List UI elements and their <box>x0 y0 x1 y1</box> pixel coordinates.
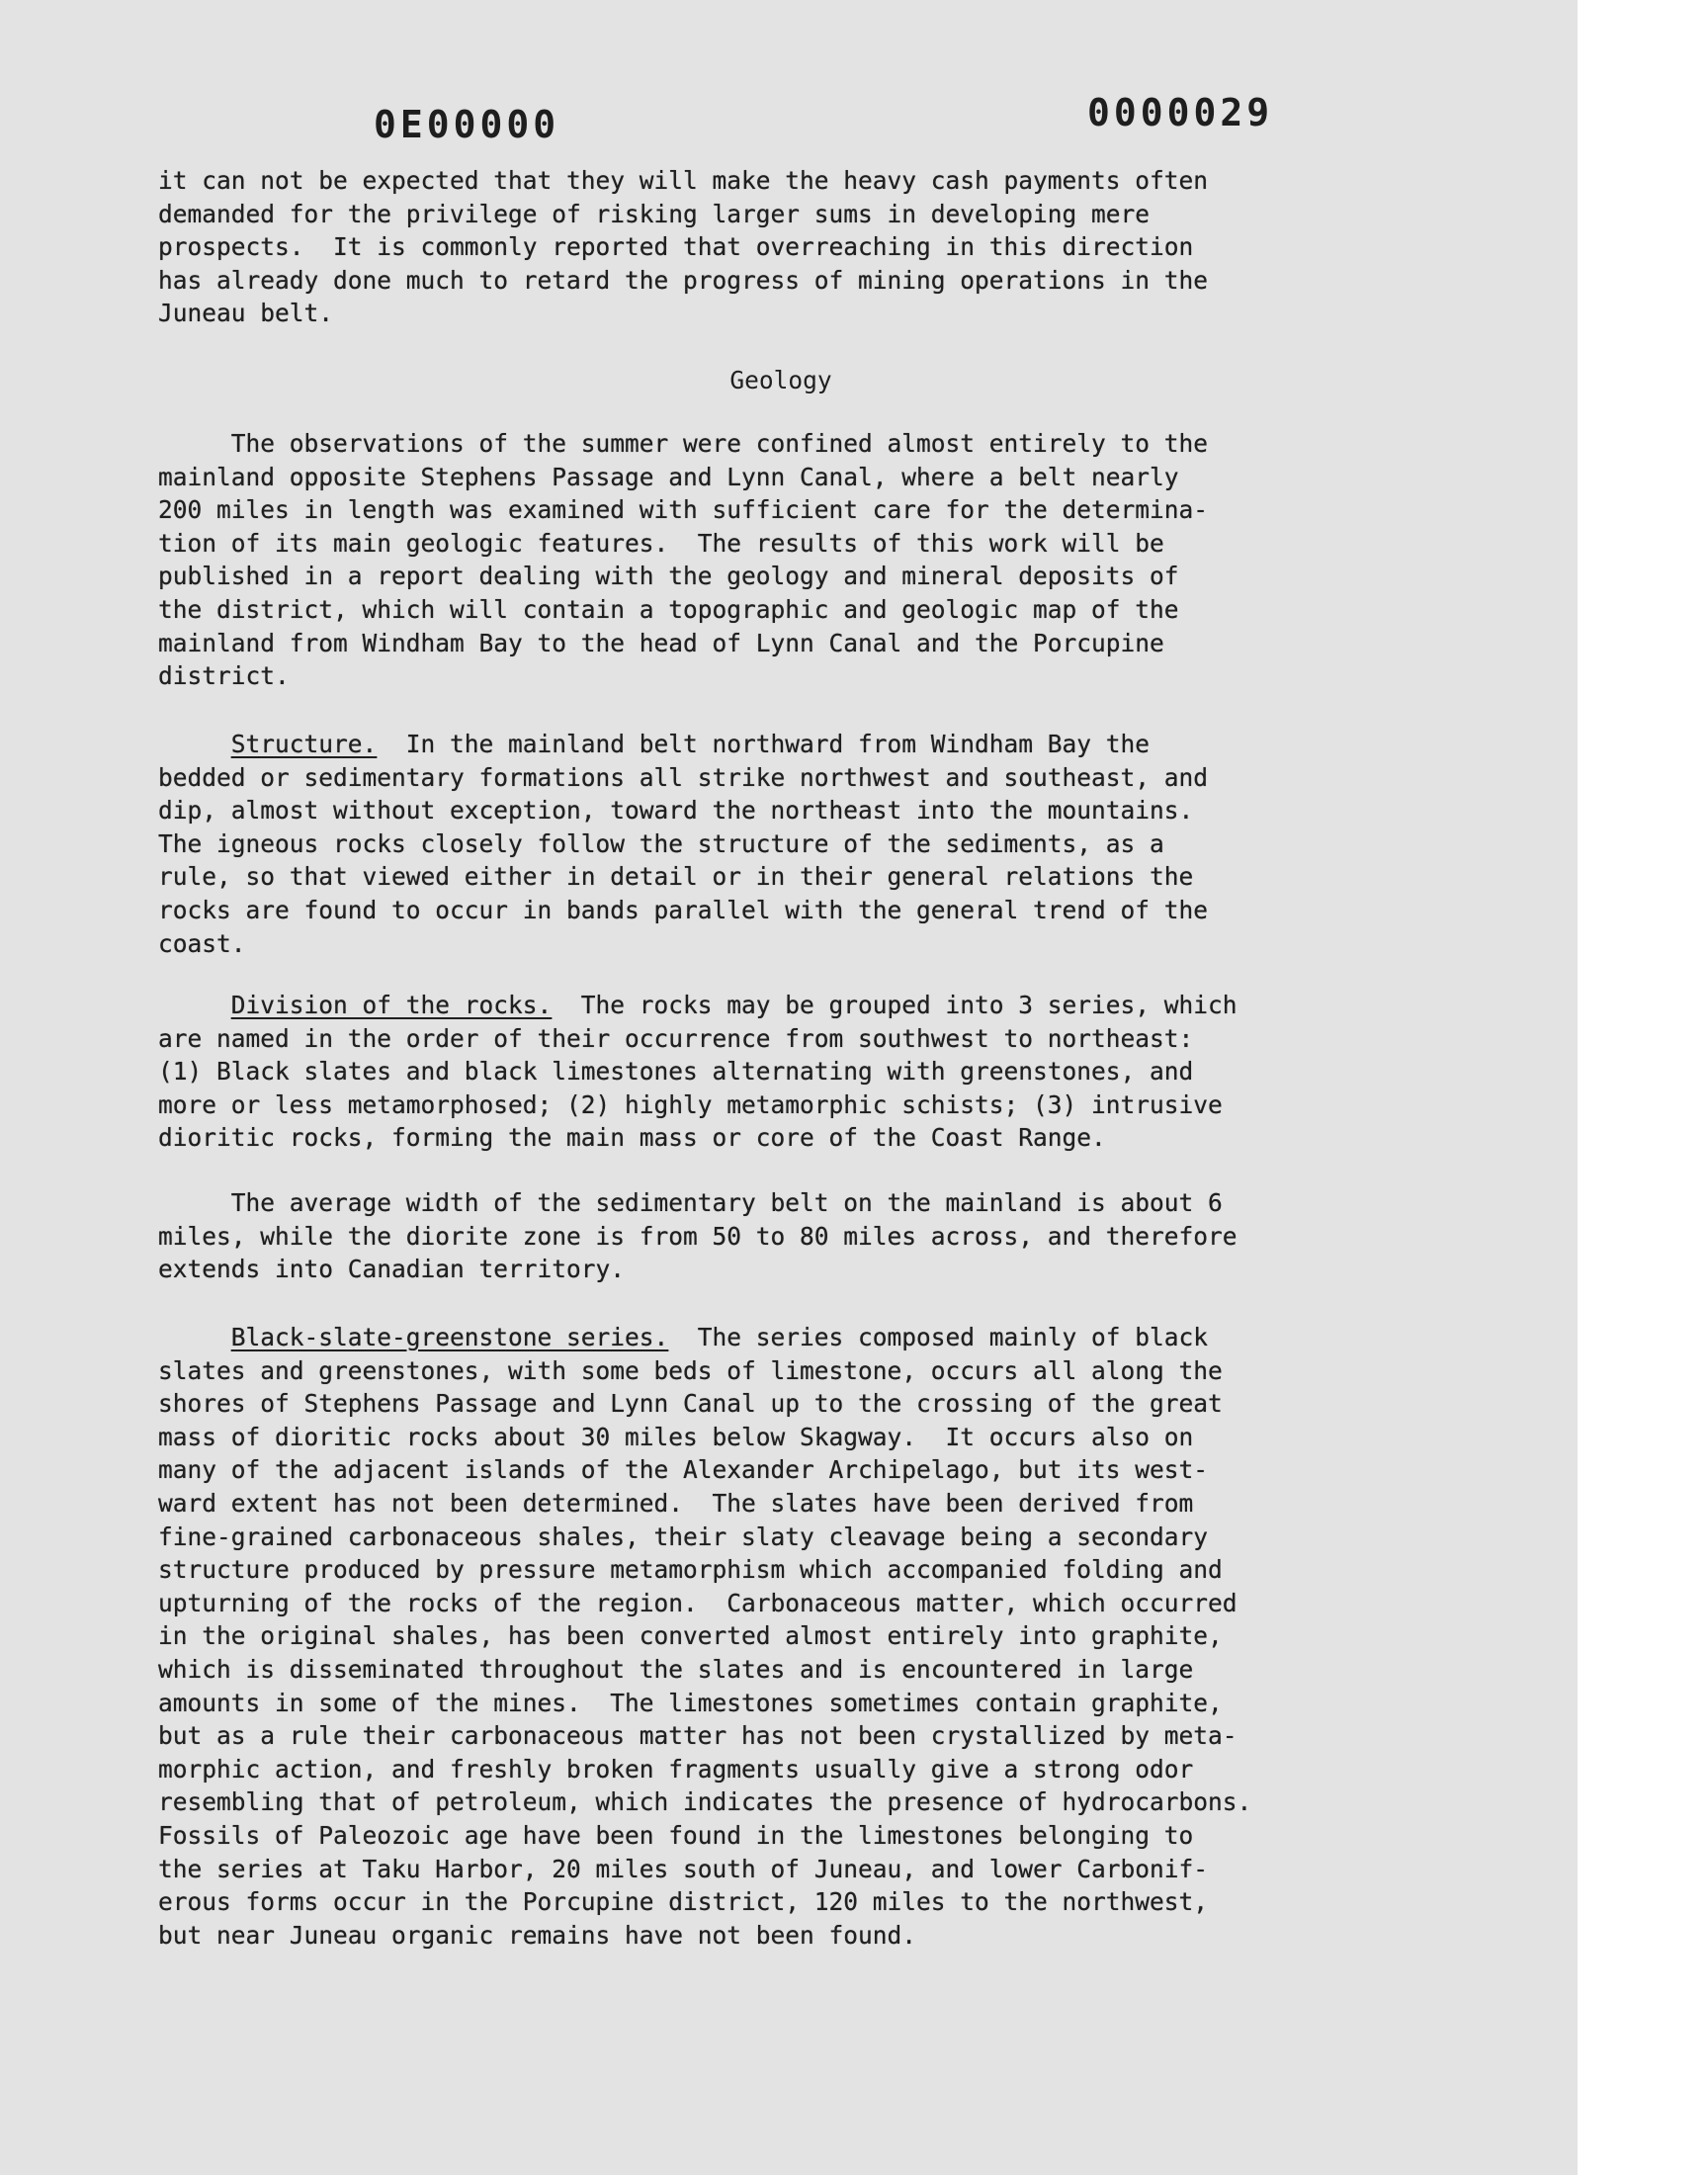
text-line: The average width of the sedimentary belt on the mainland is about 6 <box>158 1188 1223 1217</box>
black-slate-paragraph <box>158 1321 1404 1952</box>
text-line <box>158 1321 1404 1354</box>
division-heading: Division of the rocks. <box>230 991 553 1019</box>
text-line: extends into Canadian territory. <box>158 1255 626 1284</box>
text-line: bedded or sedimentary formations all strike northwest and southeast, and <box>158 762 1209 792</box>
text-line: upturning of the rocks of the region. Carbonaceous matter, which occurred <box>158 1588 1238 1617</box>
text-line: Fossils of Paleozoic age have been found in the limestones belonging to <box>158 1820 1194 1850</box>
text-line: structure produced by pressure metamorphism which accompanied folding and <box>158 1555 1223 1585</box>
text-line: morphic action, and freshly broken fragments usually give a strong odor <box>158 1754 1194 1784</box>
text-line: has already done much to retard the progress of mining operations in the <box>158 265 1209 295</box>
text-line: Juneau belt. <box>158 299 334 328</box>
text-line: prospects. It is commonly reported that overreaching in this direction <box>158 232 1194 262</box>
text-line: fine-grained carbonaceous shales, their slaty cleavage being a secondary <box>158 1522 1209 1551</box>
text-line: the series at Taku Harbor, 20 miles south of Juneau, and lower Carbonif- <box>158 1854 1209 1883</box>
text-line: dioritic rocks, forming the main mass or core of the Coast Range. <box>158 1123 1106 1153</box>
text-line: ward extent has not been determined. The slates have been derived from <box>158 1488 1194 1518</box>
text-line <box>158 728 1404 761</box>
text-span: The rocks may be grouped into 3 series, which <box>552 991 1238 1019</box>
document-number-right: 0000029 <box>1087 91 1274 134</box>
text-line: dip, almost without exception, toward the northeast into the mountains. <box>158 796 1194 826</box>
text-line: resembling that of petroleum, which indicates the presence of hydrocarbons. <box>158 1787 1252 1817</box>
text-line: but near Juneau organic remains have not been found. <box>158 1920 917 1950</box>
text-line: The igneous rocks closely follow the structure of the sediments, as a <box>158 828 1164 858</box>
width-paragraph <box>158 1186 1404 1286</box>
text-line: shores of Stephens Passage and Lynn Canal up to the crossing of the great <box>158 1389 1223 1419</box>
text-line: tion of its main geologic features. The results of this work will be <box>158 528 1164 558</box>
text-line: erous forms occur in the Porcupine district, 120 miles to the northwest, <box>158 1887 1209 1917</box>
structure-heading: Structure. <box>230 730 378 758</box>
text-span: The series composed mainly of black <box>668 1323 1209 1351</box>
text-line: The observations of the summer were confined almost entirely to the <box>158 429 1209 458</box>
text-line: mass of dioritic rocks about 30 miles below Skagway. It occurs also on <box>158 1422 1194 1451</box>
text-line: in the original shales, has been converted almost entirely into graphite, <box>158 1621 1223 1651</box>
text-line: 200 miles in length was examined with sufficient care for the determina- <box>158 495 1209 525</box>
scan-margin <box>1578 0 1708 2175</box>
text-line: rule, so that viewed either in detail or in their general relations the <box>158 862 1194 892</box>
intro-paragraph <box>158 164 1404 330</box>
black-slate-heading: Black-slate-greenstone series. <box>230 1323 669 1351</box>
text-line: demanded for the privilege of risking larger sums in developing mere <box>158 199 1151 228</box>
division-paragraph <box>158 989 1404 1155</box>
text-span: In the mainland belt northward from Windham Bay the <box>377 730 1151 758</box>
text-line: more or less metamorphosed; (2) highly metamorphic schists; (3) intrusive <box>158 1089 1223 1119</box>
structure-paragraph <box>158 728 1404 960</box>
text-line: district. <box>158 661 290 691</box>
text-line: coast. <box>158 928 246 958</box>
text-line: amounts in some of the mines. The limestones sometimes contain graphite, <box>158 1688 1223 1717</box>
text-line: mainland opposite Stephens Passage and Lynn Canal, where a belt nearly <box>158 462 1179 491</box>
text-line: it can not be expected that they will make the heavy cash payments often <box>158 166 1209 195</box>
text-line: but as a rule their carbonaceous matter has not been crystallized by meta- <box>158 1721 1238 1751</box>
text-line: the district, which will contain a topographic and geologic map of the <box>158 594 1179 624</box>
text-line: miles, while the diorite zone is from 50 to 80 miles across, and therefore <box>158 1221 1238 1251</box>
text-line: mainland from Windham Bay to the head of Lynn Canal and the Porcupine <box>158 628 1164 657</box>
text-line: many of the adjacent islands of the Alexander Archipelago, but its west- <box>158 1455 1209 1485</box>
text-line: rocks are found to occur in bands parallel with the general trend of the <box>158 895 1209 924</box>
text-line: slates and greenstones, with some beds of limestone, occurs all along the <box>158 1355 1223 1385</box>
section-heading: Geology <box>729 366 832 394</box>
text-line <box>158 989 1404 1022</box>
document-number-left: 0E00000 <box>374 103 560 146</box>
text-line: (1) Black slates and black limestones alternating with greenstones, and <box>158 1057 1194 1087</box>
text-line: are named in the order of their occurrence from southwest to northeast: <box>158 1023 1194 1053</box>
text-line: published in a report dealing with the geology and mineral deposits of <box>158 562 1179 591</box>
text-line: which is disseminated throughout the slates and is encountered in large <box>158 1654 1194 1684</box>
observations-paragraph <box>158 427 1404 693</box>
